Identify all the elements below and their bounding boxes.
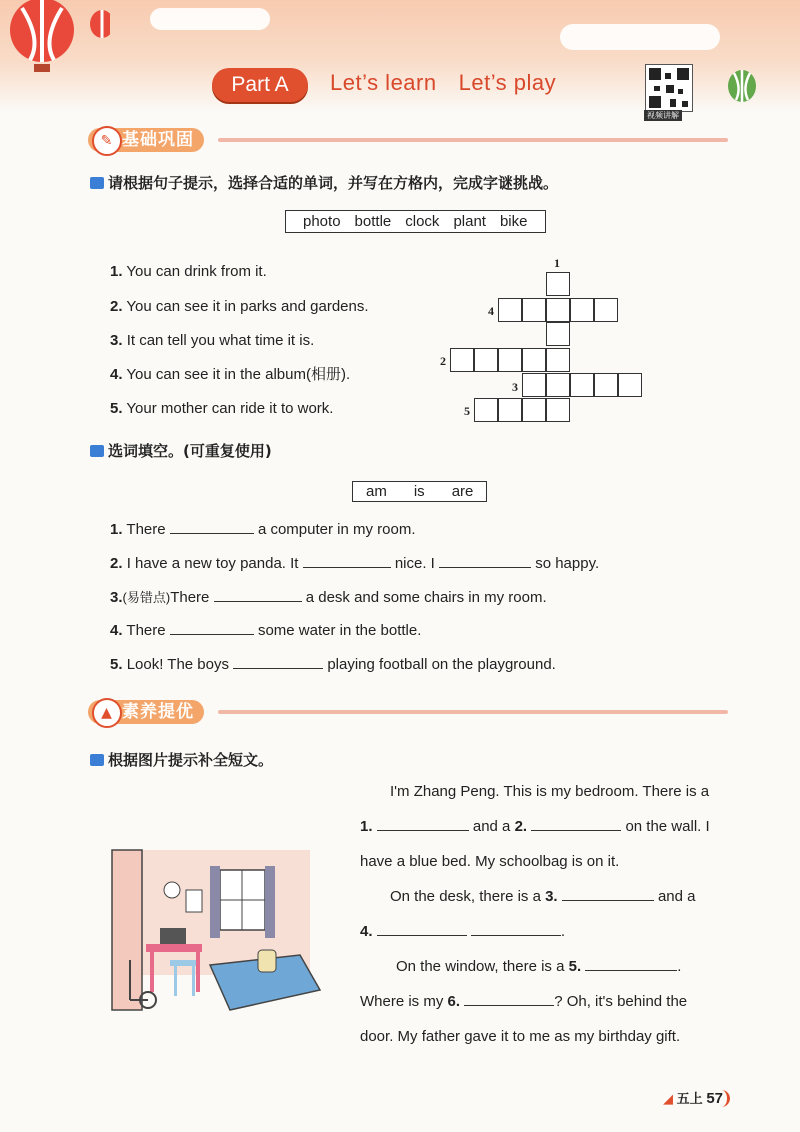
bird-icon: ◢	[663, 1091, 674, 1106]
section-title	[88, 700, 204, 724]
grid-cell[interactable]	[570, 298, 594, 322]
clue-2: 2. You can see it in parks and gardens.	[110, 298, 369, 315]
instruction-text: 根据图片提示补全短文。	[108, 751, 274, 769]
section-divider	[218, 138, 728, 142]
word-option: photo	[303, 213, 341, 230]
word-option: is	[413, 483, 425, 500]
instruction-marker-icon	[90, 754, 104, 766]
answer-blank[interactable]	[377, 816, 469, 831]
grid-cell[interactable]	[450, 348, 474, 372]
word-option: am	[366, 483, 387, 500]
balloon-icon	[722, 68, 762, 112]
answer-blank[interactable]	[531, 816, 621, 831]
grid-label: 3	[512, 380, 518, 394]
word-bank-fill-blank	[352, 481, 487, 502]
word-option: clock	[405, 213, 440, 230]
grid-cell[interactable]	[522, 348, 546, 372]
page-number: 57	[706, 1090, 730, 1107]
grid-cell[interactable]	[546, 373, 570, 397]
passage	[360, 774, 730, 1054]
word-option: are	[451, 483, 474, 500]
clue-3: 3. It can tell you what time it is.	[110, 332, 315, 349]
grid-cell[interactable]	[546, 298, 570, 322]
section-title	[88, 128, 204, 152]
instruction-passage	[90, 749, 273, 770]
section-divider	[218, 710, 728, 714]
word-option: bottle	[354, 213, 392, 230]
clue-5: 5. Your mother can ride it to work.	[110, 400, 334, 417]
grid-label: 4	[488, 304, 494, 318]
answer-blank[interactable]	[214, 587, 302, 602]
section-heading-basic	[88, 128, 728, 154]
fill-item-5: 5. Look! The boys playing football on the playground.	[110, 656, 556, 673]
qr-code-icon[interactable]	[645, 64, 693, 112]
grid-cell[interactable]	[474, 398, 498, 422]
cloud-decoration	[150, 8, 270, 30]
lesson-title	[330, 70, 578, 96]
section-title-text: 素养提优	[122, 702, 194, 722]
grid-cell[interactable]	[498, 348, 522, 372]
passage-line: On the window, there is a 5. .	[396, 958, 682, 975]
part-label: Part A	[212, 68, 308, 102]
grid-label: 2	[440, 354, 446, 368]
page-footer	[663, 1088, 730, 1107]
instruction-text: 选词填空。(可重复使用)	[108, 442, 272, 460]
grid-cell[interactable]	[474, 348, 498, 372]
hot-air-balloon-icon	[0, 0, 110, 80]
instruction-marker-icon	[90, 445, 104, 457]
grid-cell[interactable]	[570, 373, 594, 397]
instruction-crossword	[90, 172, 558, 193]
word-option: plant	[453, 213, 486, 230]
answer-blank[interactable]	[377, 921, 467, 936]
lesson-title-1: Let’s learn	[330, 70, 437, 95]
grid-cell[interactable]	[546, 398, 570, 422]
grid-cell[interactable]	[594, 298, 618, 322]
grid-cell[interactable]	[522, 373, 546, 397]
answer-blank[interactable]	[170, 519, 254, 534]
clue-1: 1. You can drink from it.	[110, 263, 267, 280]
passage-line: 1. and a 2. on the wall. I	[360, 818, 710, 835]
grid-cell[interactable]	[546, 272, 570, 296]
fill-item-4: 4. There some water in the bottle.	[110, 622, 422, 639]
passage-line: have a blue bed. My schoolbag is on it.	[360, 853, 620, 870]
rocket-icon: ▲	[92, 698, 122, 728]
grid-cell[interactable]	[594, 373, 618, 397]
word-option: bike	[499, 213, 528, 230]
grid-cell[interactable]	[546, 348, 570, 372]
answer-blank[interactable]	[170, 620, 254, 635]
passage-line: On the desk, there is a 3. and a	[390, 888, 696, 905]
section-title-text: 基础巩固	[122, 130, 194, 150]
answer-blank[interactable]	[471, 921, 561, 936]
grid-label: 5	[464, 404, 470, 418]
crossword-grid	[440, 252, 650, 432]
answer-blank[interactable]	[233, 654, 323, 669]
answer-blank[interactable]	[303, 553, 391, 568]
word-bank-crossword	[285, 210, 546, 233]
passage-line: Where is my 6. ? Oh, it's behind the	[360, 993, 688, 1010]
passage-line: 4. .	[360, 923, 566, 940]
grid-cell[interactable]	[522, 298, 546, 322]
grid-cell[interactable]	[546, 322, 570, 346]
grid-cell[interactable]	[498, 298, 522, 322]
notebook-icon: ✎	[92, 126, 122, 156]
fill-item-2: 2. I have a new toy panda. It nice. I so happy.	[110, 555, 600, 572]
instruction-fill-blank	[90, 440, 272, 461]
grid-label: 1	[554, 256, 560, 270]
section-heading-advanced	[88, 700, 728, 726]
bedroom-illustration	[110, 840, 330, 1020]
fill-item-1: 1. There a computer in my room.	[110, 521, 416, 538]
grid-cell[interactable]	[618, 373, 642, 397]
grade-label: 五上	[676, 1091, 703, 1106]
lesson-title-2: Let’s play	[458, 70, 557, 95]
passage-line: door. My father gave it to me as my birthday gift.	[360, 1028, 681, 1045]
answer-blank[interactable]	[562, 886, 654, 901]
answer-blank[interactable]	[585, 956, 677, 971]
grid-cell[interactable]	[498, 398, 522, 422]
grid-cell[interactable]	[522, 398, 546, 422]
qr-label: 视频讲解	[644, 110, 682, 121]
answer-blank[interactable]	[464, 991, 554, 1006]
answer-blank[interactable]	[439, 553, 531, 568]
passage-line: I'm Zhang Peng. This is my bedroom. There is a	[390, 783, 710, 800]
instruction-marker-icon	[90, 177, 104, 189]
instruction-text: 请根据句子提示，选择合适的单词，并写在方格内，完成字谜挑战。	[108, 174, 559, 192]
cloud-decoration	[560, 24, 720, 50]
clue-4: 4. You can see it in the album(相册).	[110, 366, 351, 383]
fill-item-3: 3.(易错点)There a desk and some chairs in my room.	[110, 589, 547, 606]
